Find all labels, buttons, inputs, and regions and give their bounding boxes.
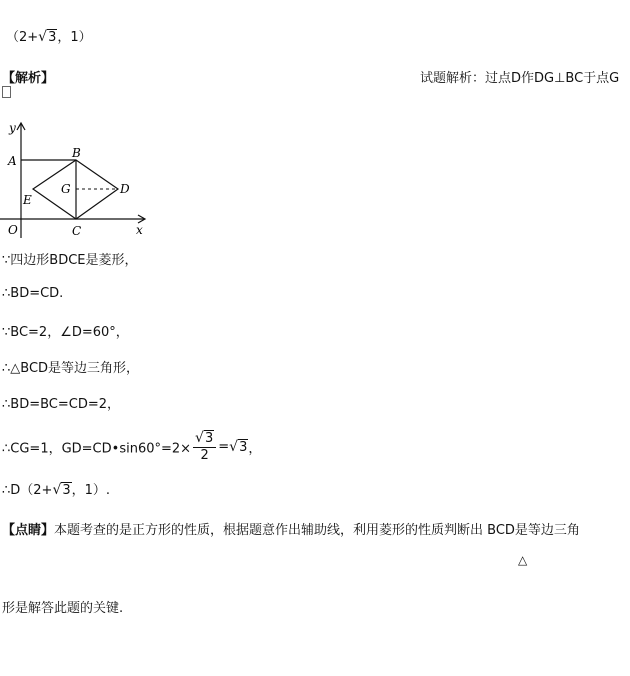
step-7-sqrt: √3	[52, 482, 71, 498]
label-d: D	[120, 182, 130, 196]
step-4: ∴△BCD是等边三角形，	[2, 361, 140, 376]
sqrt-symbol: √3	[38, 29, 57, 45]
answer-close: ，1）	[57, 30, 92, 45]
fraction-denominator: 2	[200, 448, 209, 463]
step-7	[2, 479, 110, 498]
step-7-suffix: ，1）.	[71, 483, 111, 498]
step-3: ∵BC=2，∠D=60°，	[2, 325, 129, 340]
missing-glyph-box	[2, 86, 11, 98]
analysis-heading: 【解析】	[2, 71, 55, 86]
label-c: C	[72, 224, 82, 238]
comment-heading: 【点睛】	[2, 523, 55, 538]
label-x: x	[136, 223, 143, 237]
step-6-sqrt: √3	[229, 439, 248, 455]
step-5: ∴BD=BC=CD=2，	[2, 397, 121, 412]
step-2: ∴BD=CD.	[2, 286, 64, 301]
label-b: B	[72, 146, 81, 160]
answer-radicand: 3	[48, 30, 57, 45]
label-y: y	[9, 121, 16, 135]
step-6-radicand: 3	[239, 440, 248, 455]
step-6-prefix: ∴CG=1，GD=CD•sin60°=2×	[2, 441, 192, 457]
step-1: ∵四边形BDCE是菱形，	[2, 253, 138, 268]
answer-open: （2+	[6, 30, 39, 45]
step-7-radicand: 3	[62, 483, 71, 498]
comment-triangle: △	[518, 553, 528, 567]
label-a: A	[8, 154, 17, 168]
rhombus-figure	[0, 118, 160, 240]
step-6-suffix: ，	[248, 441, 262, 457]
fraction: $\frac{√3}{2}$	[193, 430, 216, 464]
step-6	[2, 430, 261, 464]
answer-line	[6, 26, 92, 45]
comment-tail: 形是解答此题的关键.	[2, 601, 124, 616]
fraction-numerator: 3	[204, 431, 214, 446]
label-e: E	[23, 193, 32, 207]
analysis-intro: 试题解析：过点D作DG⊥BC于点G	[420, 71, 620, 86]
comment-text: 本题考查的是正方形的性质，根据题意作出辅助线，利用菱形的性质判断出 BCD是等边三角	[54, 523, 580, 538]
step-7-prefix: ∴D（2+	[2, 483, 53, 498]
step-6-eq: =	[218, 439, 230, 455]
label-o: O	[8, 223, 18, 237]
comment-line	[2, 519, 580, 538]
label-g: G	[61, 182, 71, 196]
